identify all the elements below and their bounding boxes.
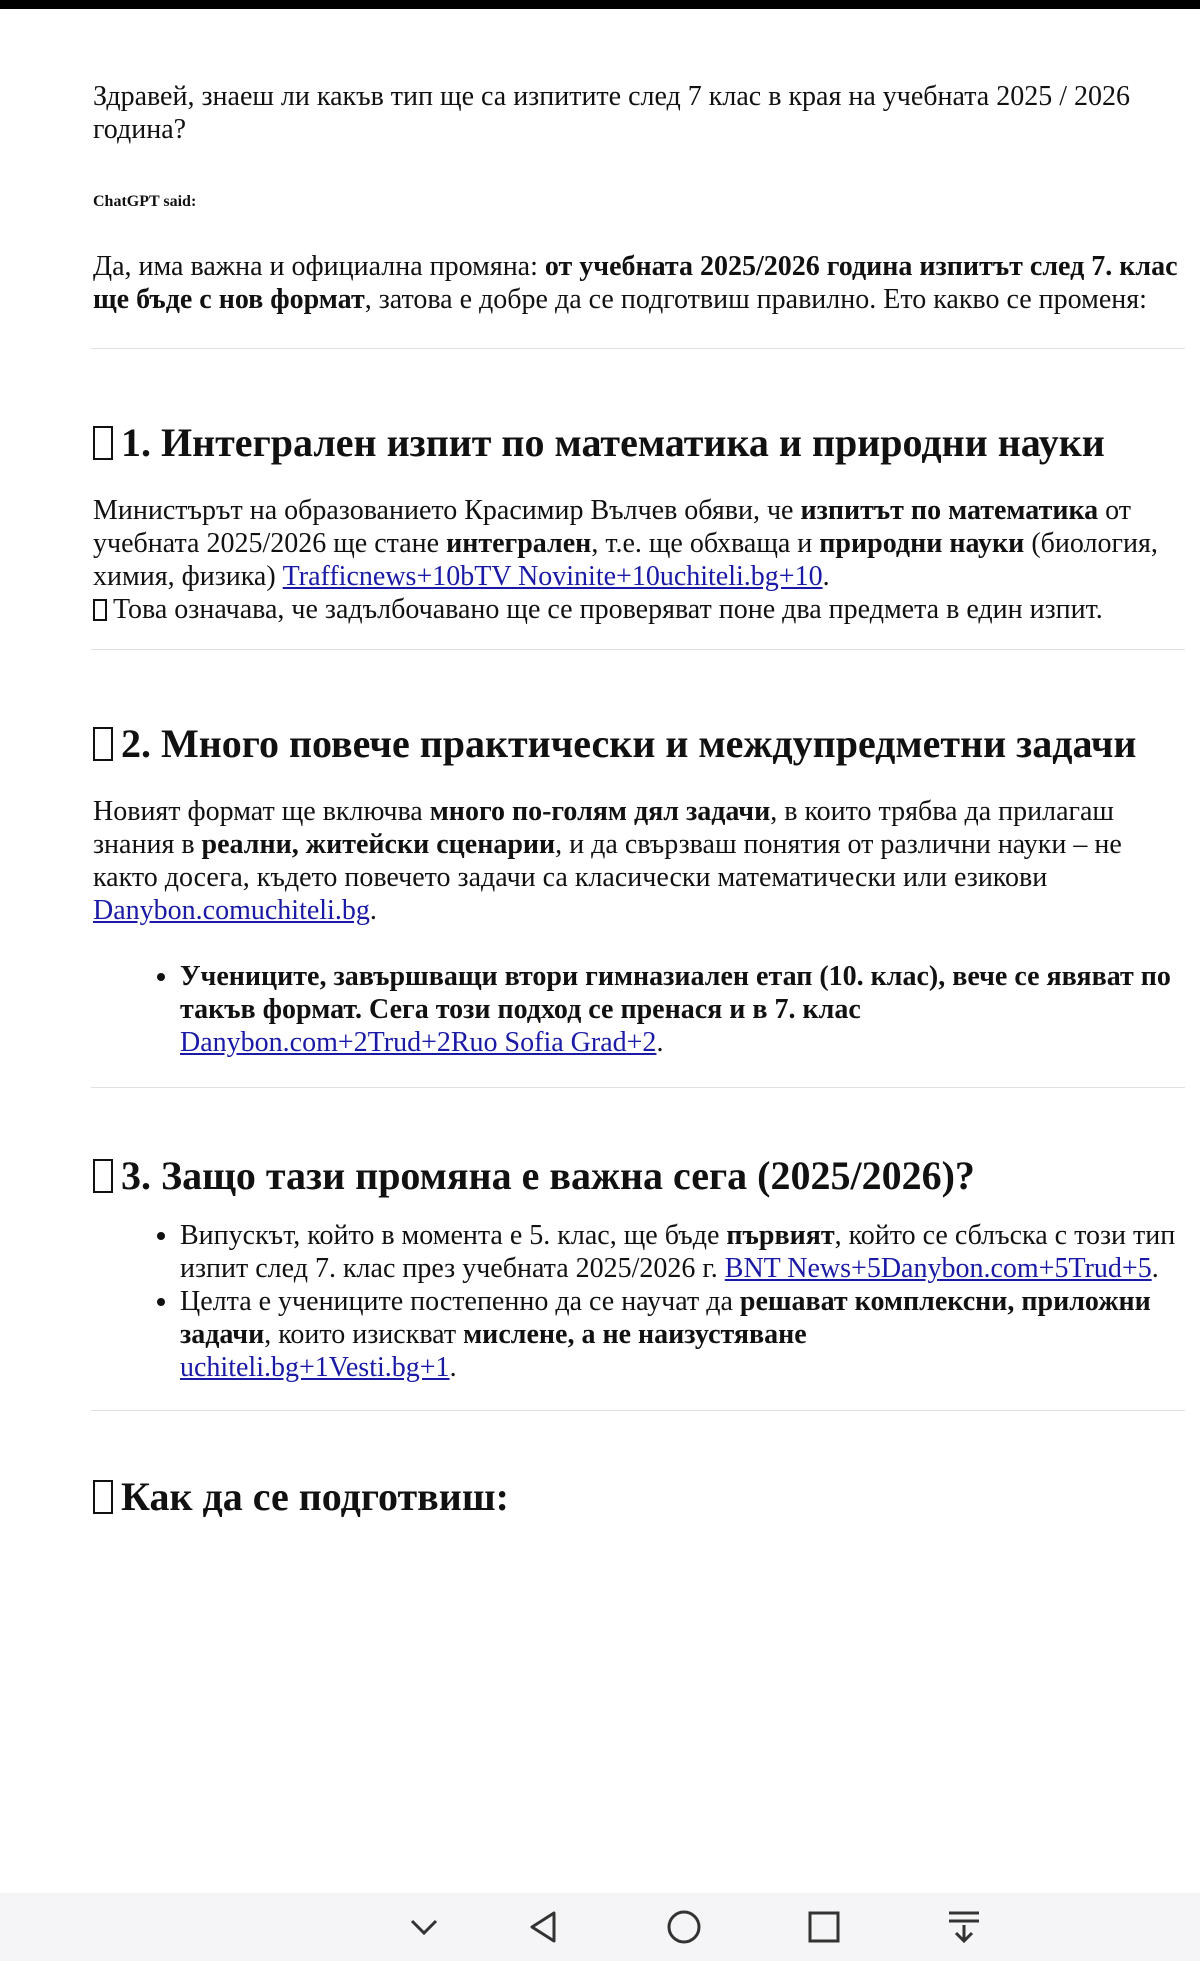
intro-bold-1: от учебната 2025/2026 година изпитът след 7. клас ще бъде с нов формат [93,251,1178,315]
section1-note: Това означава, че задълбочавано ще се проверяват поне два предмета в един изпит. [113,594,1103,625]
s3-b2-bold-2: мислене, а не наизустяване [463,1319,807,1350]
s2-bold-2: реални, житейски сценарии [201,829,556,860]
source-link[interactable]: Danybon.com+2Trud+2Ruo Sofia Grad+2 [180,1027,657,1058]
s1-end: . [822,561,830,592]
s3-b1-text-2: , който се сблъска с този тип изпит след 7. клас през учебната 2025/2026 г. [180,1220,1176,1284]
section4-heading [93,1471,1183,1522]
s1-text-4: (биология, химия, физика) [93,528,1158,592]
section3-list [93,1219,1183,1384]
section-divider [91,1410,1185,1411]
section-divider [91,649,1185,650]
home-circle-icon[interactable] [660,1903,708,1951]
s3-b1-text-1: Випускът, който в момента е 5. клас, ще бъде [180,1220,727,1251]
s1-bold-1: изпитът по математика [800,495,1099,526]
user-message: Здравей, знаеш ли какъв тип ще са изпитите след 7 клас в края на учебната 2025 / 2026 година? [93,81,1130,145]
top-status-bar [0,0,1200,9]
list-item [180,1285,1183,1384]
s3-b2-text-2: , които изискват [264,1319,464,1350]
s2-text-3: , и да свързваш понятия от различни науки – не както досега, където повечето задачи са класически математически или езикови [93,829,1122,893]
chevron-down-icon[interactable] [400,1903,448,1951]
intro-paragraph [93,250,1183,316]
section2-heading-text: 2. Много повече практически и междупредметни задачи [121,721,1137,766]
emoji-placeholder-icon [93,426,113,460]
s3-b2-bold-1: решават комплексни, приложни задачи [180,1286,1151,1350]
s3-b2-text-1: Целта е учениците постепенно да се научат да [180,1286,740,1317]
list-item [180,1219,1183,1285]
download-icon[interactable] [940,1903,988,1951]
assistant-label: ChatGPT said: [93,193,197,210]
recents-square-icon[interactable] [800,1903,848,1951]
s1-text-1: Министърът на образованието Красимир Вълчев обяви, че [93,495,801,526]
system-navigation-bar [0,1893,1200,1961]
source-link[interactable]: Danybon.comuchiteli.bg [93,895,370,926]
s1-bold-2: интегрален [446,528,592,559]
s2-bullet-bold: Учениците, завършващи втори гимназиален етап (10. клас), вече се явяват по такъв формат. Сега този подход се пренася и в 7. клас [180,961,1171,1025]
s1-bold-3: природни науки [819,528,1025,559]
intro-text-2: , затова е добре да се подготвиш правилно. Ето какво се променя: [364,284,1147,315]
list-item [180,960,1183,1059]
s3-b1-end: . [1151,1253,1159,1284]
s3-b1-bold: първият [726,1220,835,1251]
emoji-placeholder-icon [93,1159,113,1193]
section1-heading [93,417,1183,468]
intro-text-1: Да, има важна и официална промяна: [93,251,545,282]
s2-text-1: Новият формат ще включва [93,796,430,827]
s2-bullet-end: . [656,1027,664,1058]
section1-heading-text: 1. Интегрален изпит по математика и природни науки [121,420,1105,465]
s2-bold-1: много по-голям дял задачи [429,796,771,827]
section4-heading-text: Как да се подготвиш: [121,1474,509,1519]
section2-paragraph [93,795,1183,927]
section3-heading-text: 3. Защо тази промяна е важна сега (2025/2026)? [121,1153,975,1198]
source-link[interactable]: BNT News+5Danybon.com+5Trud+5 [724,1253,1152,1284]
s1-text-2: от учебната 2025/2026 ще стане [93,495,1132,559]
s2-text-2: , в които трябва да прилагаш знания в [93,796,1114,860]
chat-content [93,80,1183,1522]
s1-text-3: , т.е. ще обхваща и [591,528,820,559]
section2-heading [93,718,1183,769]
source-link[interactable]: Trafficnews+10bTV Novinite+10uchiteli.bg+10 [282,561,823,592]
back-triangle-icon[interactable] [520,1903,568,1951]
s3-b2-end: . [449,1352,457,1383]
s2-end: . [369,895,377,926]
emoji-placeholder-icon [93,727,113,761]
section2-list [93,960,1183,1059]
section-divider [91,348,1185,349]
source-link[interactable]: uchiteli.bg+1Vesti.bg+1 [180,1352,450,1383]
section-divider [91,1087,1185,1088]
section1-paragraph [93,494,1183,626]
emoji-placeholder-icon [93,1480,113,1514]
emoji-placeholder-icon [93,599,107,621]
section3-heading [93,1150,1183,1201]
